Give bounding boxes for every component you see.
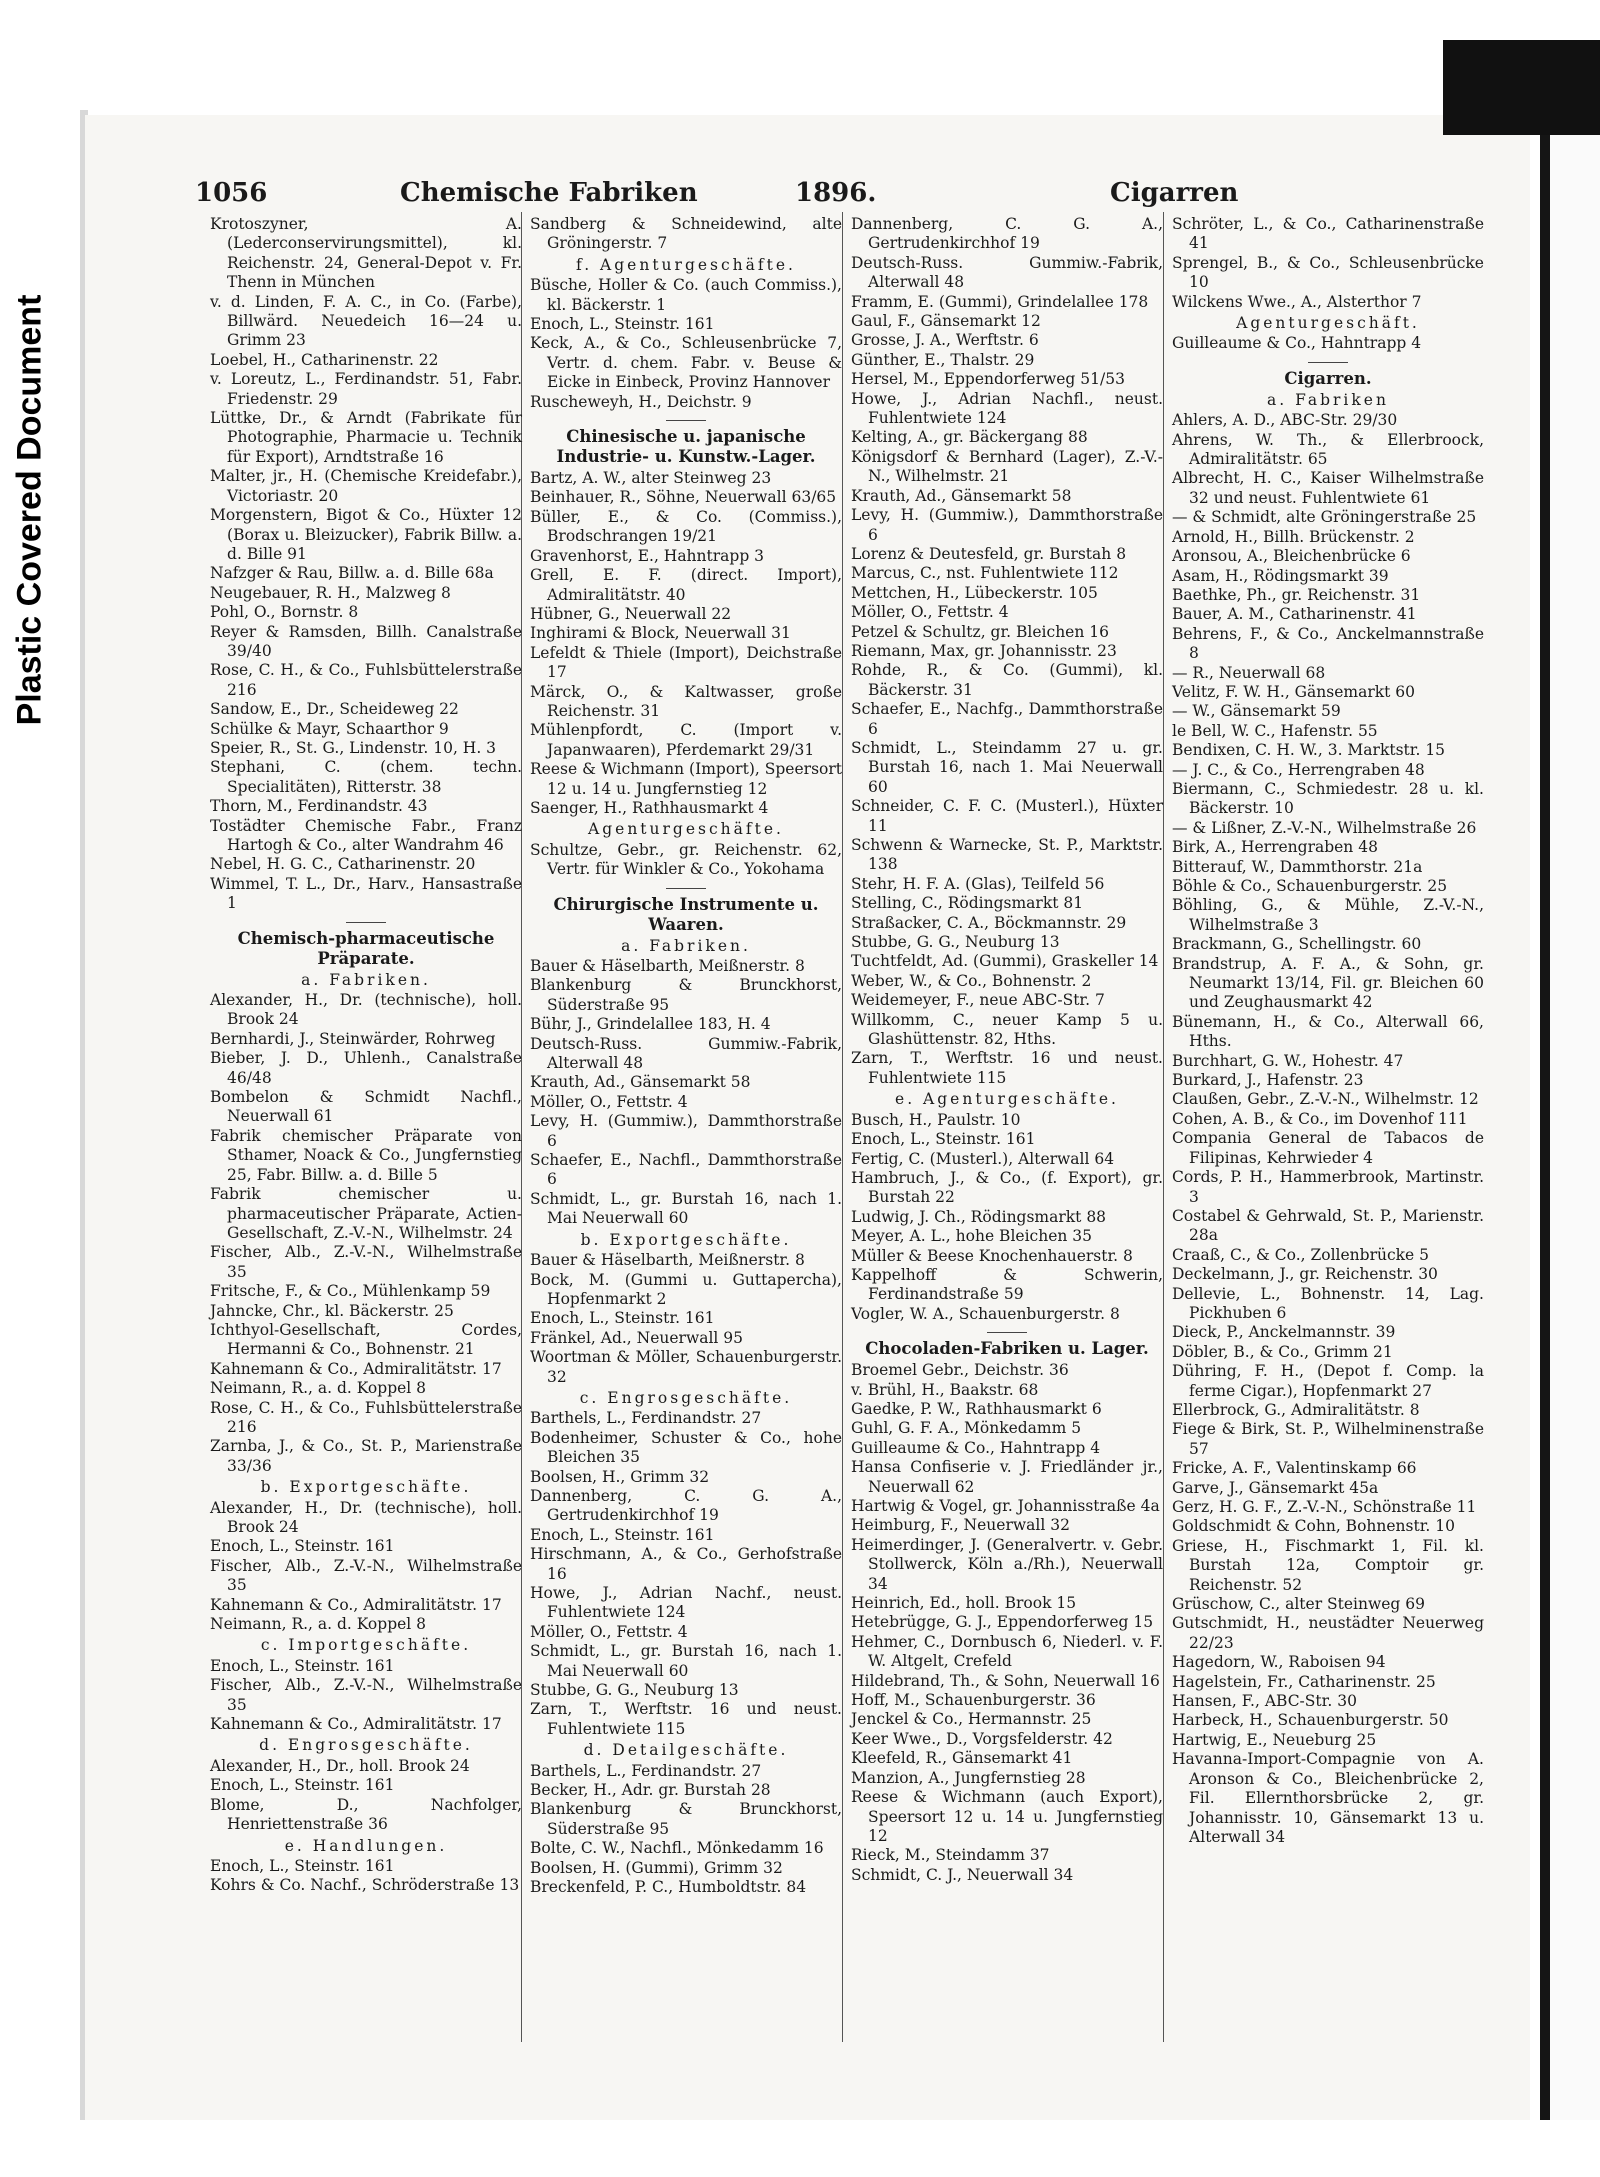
directory-entry: Guilleaume & Co., Hahntrapp 4: [1172, 334, 1422, 353]
directory-entry: Guilleaume & Co., Hahntrapp 4: [851, 1438, 1101, 1457]
directory-entry: Dieck, P., Anckelmannstr. 39: [1172, 1323, 1396, 1342]
scan-background: [1443, 40, 1600, 135]
directory-entry: Grosse, J. A., Werftstr. 6: [851, 331, 1039, 350]
directory-entry: Blankenburg & Brunckhorst, Süderstraße 95: [530, 1800, 842, 1838]
directory-entry: Fischer, Alb., Z.-V.-N., Wilhelmstraße 35: [210, 1243, 522, 1281]
directory-entry: Brandstrup, A. F. A., & Sohn, gr. Neumarkt 13/14, Fil. gr. Bleichen 60 und Zeughausmarkt 42: [1172, 954, 1484, 1012]
directory-entry: Havanna-Import-Compagnie von A. Aronson & Co., Bleichenbrücke 2, Fil. Ellernthorsbrücke 2, gr. Johannisstr. 10, Gänsemarkt 13 u. Alterwall 34: [1172, 1750, 1484, 1846]
directory-entry: Alexander, H., Dr. (technische), holl. Brook 24: [210, 1498, 522, 1536]
directory-entry: — J. C., & Co., Herrengraben 48: [1172, 760, 1425, 779]
directory-entry: Mettchen, H., Lübeckerstr. 105: [851, 583, 1098, 602]
directory-entry: Aronsou, A., Bleichenbrücke 6: [1172, 547, 1411, 566]
directory-entry: Rohde, R., & Co. (Gummi), kl. Bäckerstr. 31: [851, 661, 1163, 699]
directory-entry: Neimann, R., a. d. Koppel 8: [210, 1615, 427, 1634]
directory-entry: Stubbe, G. G., Neuburg 13: [851, 933, 1060, 952]
directory-entry: Ahlers, A. D., ABC-Str. 29/30: [1172, 411, 1398, 430]
directory-entry: Enoch, L., Steinstr. 161: [530, 1525, 715, 1544]
directory-entry: Loebel, H., Catharinenstr. 22: [210, 350, 439, 369]
directory-entry: Blome, D., Nachfolger, Henriettenstraße 36: [210, 1795, 522, 1834]
directory-entry: Wilckens Wwe., A., Alsterthor 7: [1172, 292, 1422, 311]
directory-entry: Döbler, B., & Co., Grimm 21: [1172, 1342, 1393, 1361]
directory-entry: Weidemeyer, F., neue ABC-Str. 7: [851, 991, 1105, 1010]
directory-entry: Enoch, L., Steinstr. 161: [210, 1776, 395, 1795]
directory-entry: Deutsch-Russ. Gummiw.-Fabrik, Alterwall 48: [851, 253, 1163, 292]
directory-entry: Dühring, F. H., (Depot f. Comp. la ferme Cigar.), Hopfenmarkt 27: [1172, 1362, 1484, 1400]
column-rule: [1163, 212, 1164, 2042]
directory-entry: Pohl, O., Bornstr. 8: [210, 603, 359, 622]
directory-entry: Boolsen, H., Grimm 32: [530, 1467, 710, 1486]
directory-entry: Brackmann, G., Schellingstr. 60: [1172, 935, 1422, 954]
directory-entry: Günther, E., Thalstr. 29: [851, 350, 1035, 369]
directory-entry: Saenger, H., Rathhausmarkt 4: [530, 798, 769, 817]
directory-entry: Fricke, A. F., Valentinskamp 66: [1172, 1459, 1417, 1478]
directory-entry: Bieber, J. D., Uhlenh., Canalstraße 46/48: [210, 1049, 522, 1087]
directory-entry: Jenckel & Co., Hermannstr. 25: [851, 1710, 1092, 1729]
directory-entry: Beinhauer, R., Söhne, Neuerwall 63/65: [530, 488, 837, 507]
directory-entry: Reese & Wichmann (Import), Speersort 12 u. 14 u. Jungfernstieg 12: [530, 760, 842, 798]
sidebar-label: [0, 0, 60, 2177]
directory-entry: Ruscheweyh, H., Deichstr. 9: [530, 392, 752, 411]
directory-entry: Büller, E., & Co. (Commiss.), Brodschrangen 19/21: [530, 507, 842, 546]
directory-entry: Wimmel, T. L., Dr., Harv., Hansastraße 1: [210, 874, 522, 913]
directory-entry: Kelting, A., gr. Bäckergang 88: [851, 428, 1088, 447]
directory-entry: Stubbe, G. G., Neuburg 13: [530, 1681, 739, 1700]
directory-entry: Lorenz & Deutesfeld, gr. Burstah 8: [851, 544, 1127, 563]
directory-entry: Fischer, Alb., Z.-V.-N., Wilhelmstraße 35: [210, 1556, 522, 1595]
directory-entry: — R., Neuerwall 68: [1172, 663, 1326, 682]
directory-entry: Bombelon & Schmidt Nachfl., Neuerwall 61: [210, 1088, 522, 1126]
directory-entry: Heimerdinger, J. (Generalvertr. v. Gebr. Stollwerck, Köln a./Rh.), Neuerwall 34: [851, 1535, 1163, 1593]
directory-entry: Ichthyol-Gesellschaft, Cordes, Hermanni & Co., Bohnenstr. 21: [210, 1320, 522, 1359]
directory-entry: Behrens, F., & Co., Anckelmannstraße 8: [1172, 624, 1484, 663]
directory-entry: Dannenberg, C. G. A., Gertrudenkirchhof 19: [530, 1486, 842, 1525]
directory-entry: Barthels, L., Ferdinandstr. 27: [530, 1409, 762, 1428]
directory-entry: Woortman & Möller, Schauenburgerstr. 32: [530, 1348, 842, 1386]
directory-entry: Hübner, G., Neuerwall 22: [530, 604, 732, 623]
directory-entry: Bolte, C. W., Nachfl., Mönkedamm 16: [530, 1839, 824, 1858]
directory-entry: Böhling, G., & Mühle, Z.-V.-N., Wilhelmstraße 3: [1172, 896, 1484, 934]
directory-entry: Krauth, Ad., Gänsemarkt 58: [851, 486, 1072, 505]
directory-entry: Barthels, L., Ferdinandstr. 27: [530, 1761, 762, 1780]
directory-entry: Alexander, H., Dr., holl. Brook 24: [210, 1756, 470, 1775]
section-divider: [987, 1332, 1027, 1333]
directory-entry: Hartwig, E., Neueburg 25: [1172, 1730, 1377, 1749]
directory-entry: Gerz, H. G. F., Z.-V.-N., Schönstraße 11: [1172, 1498, 1477, 1516]
directory-entry: Bodenheimer, Schuster & Co., hohe Bleichen 35: [530, 1428, 842, 1467]
directory-entry: Bock, M. (Gummi u. Guttapercha), Hopfenmarkt 2: [530, 1270, 842, 1308]
subsection-heading: d. Engrosgeschäfte.: [259, 1736, 473, 1755]
directory-entry: Bartz, A. W., alter Steinweg 23: [530, 469, 772, 488]
directory-entry: Alexander, H., Dr. (technische), holl. Brook 24: [210, 991, 522, 1029]
section-divider: [666, 888, 706, 889]
directory-entry: Marcus, C., nst. Fuhlentwiete 112: [851, 564, 1119, 583]
directory-entry: Fischer, Alb., Z.-V.-N., Wilhelmstraße 35: [210, 1676, 522, 1714]
sidebar-label-text: Plastic Covered Document: [10, 294, 49, 726]
directory-entry: Gaedke, P. W., Rathhausmarkt 6: [851, 1399, 1102, 1418]
directory-entry: Bauer & Häselbarth, Meißnerstr. 8: [530, 1251, 805, 1270]
directory-entry: Gravenhorst, E., Hahntrapp 3: [530, 546, 765, 565]
directory-entry: Meyer, A. L., hohe Bleichen 35: [851, 1227, 1092, 1246]
subsection-heading: b. Exportgeschäfte.: [260, 1478, 472, 1497]
directory-entry: Jahncke, Chr., kl. Bäckerstr. 25: [210, 1301, 454, 1320]
directory-entry: Rieck, M., Steindamm 37: [851, 1846, 1050, 1865]
directory-entry: Becker, H., Adr. gr. Burstah 28: [530, 1781, 771, 1800]
directory-entry: Craaß, C., & Co., Zollenbrücke 5: [1172, 1245, 1429, 1264]
directory-entry: Neugebauer, R. H., Malzweg 8: [210, 583, 451, 602]
directory-entry: Stehr, H. F. A. (Glas), Teilfeld 56: [851, 874, 1105, 893]
directory-entry: Hagelstein, Fr., Catharinenstr. 25: [1172, 1672, 1436, 1691]
subsection-heading: e. Agenturgeschäfte.: [895, 1090, 1119, 1109]
directory-entry: Müller & Beese Knochenhauerstr. 8: [851, 1246, 1133, 1265]
directory-entry: Neimann, R., a. d. Koppel 8: [210, 1379, 427, 1398]
directory-entry: Grell, E. F. (direct. Import), Admiralitätstr. 40: [530, 566, 842, 604]
subsection-heading: d. Detailgeschäfte.: [583, 1741, 789, 1760]
page-number: 1056: [195, 178, 268, 208]
directory-entry: Deutsch-Russ. Gummiw.-Fabrik, Alterwall 48: [530, 1034, 842, 1073]
directory-entry: Cords, P. H., Hammerbrook, Martinstr. 3: [1172, 1168, 1484, 1206]
directory-entry: Bitterauf, W., Dammthorstr. 21a: [1172, 857, 1423, 876]
directory-entry: Hansen, F., ABC-Str. 30: [1172, 1692, 1357, 1711]
directory-entry: Hagedorn, W., Raboisen 94: [1172, 1653, 1386, 1672]
directory-entry: Bendixen, C. H. W., 3. Marktstr. 15: [1172, 741, 1446, 760]
directory-entry: Königsdorf & Bernhard (Lager), Z.-V.-N., Wilhelmstr. 21: [851, 447, 1163, 486]
directory-entry: Hansa Confiserie v. J. Friedländer jr., Neuerwall 62: [851, 1458, 1163, 1496]
directory-entry: Rose, C. H., & Co., Fuhlsbüttelerstraße 216: [210, 1398, 522, 1436]
directory-entry: Goldschmidt & Cohn, Bohnenstr. 10: [1172, 1517, 1455, 1536]
directory-entry: Birk, A., Herrengraben 48: [1172, 838, 1378, 857]
directory-entry: Burkard, J., Hafenstr. 23: [1172, 1071, 1364, 1090]
directory-entry: Hirschmann, A., & Co., Gerhofstraße 16: [530, 1545, 842, 1583]
directory-entry: Willkomm, C., neuer Kamp 5 u. Glashüttenstr. 82, Hths.: [851, 1010, 1163, 1049]
directory-entry: Krotoszyner, A. (Lederconservirungsmittel), kl. Reichenstr. 24, General-Depot v. Fr. Thenn in München: [210, 215, 522, 292]
directory-entry: Bünemann, H., & Co., Alterwall 66, Hths.: [1172, 1012, 1484, 1051]
directory-entry: Biermann, C., Schmiedestr. 28 u. kl. Bäckerstr. 10: [1172, 779, 1484, 818]
directory-entry: Arnold, H., Billh. Brückenstr. 2: [1172, 527, 1415, 546]
directory-entry: — & Schmidt, alte Gröningerstraße 25: [1172, 508, 1477, 527]
directory-entry: Schaefer, E., Nachfg., Dammthorstraße 6: [851, 700, 1163, 738]
directory-entry: Hoff, M., Schauenburgerstr. 36: [851, 1691, 1096, 1710]
directory-entry: Kleefeld, R., Gänsemarkt 41: [851, 1749, 1073, 1768]
directory-entry: Fabrik chemischer u. pharmaceutischer Präparate, Actien-Gesellschaft, Z.-V.-N., Wilhelmstr. 24: [210, 1185, 522, 1242]
directory-entry: Framm, E. (Gummi), Grindelallee 178: [851, 292, 1149, 311]
directory-entry: Lüttke, Dr., & Arndt (Fabrikate für Photographie, Pharmacie u. Technik für Export), Arndtstraße 16: [210, 409, 522, 466]
directory-entry: Griese, H., Fischmarkt 1, Fil. kl. Burstah 12a, Comptoir gr. Reichenstr. 52: [1172, 1536, 1484, 1594]
directory-entry: Breckenfeld, P. C., Humboldtstr. 84: [530, 1878, 807, 1897]
directory-entry: Morgenstern, Bigot & Co., Hüxter 12 (Borax u. Bleizucker), Fabrik Billw. a. d. Bille 91: [210, 506, 522, 563]
subsection-heading: f. Agenturgeschäfte.: [576, 255, 796, 274]
directory-entry: Lefeldt & Thiele (Import), Deichstraße 17: [530, 643, 842, 682]
directory-entry: Schmidt, C. J., Neuerwall 34: [851, 1865, 1074, 1884]
directory-entry: Möller, O., Fettstr. 4: [530, 1092, 688, 1111]
directory-entry: Reese & Wichmann (auch Export), Speersort 12 u. 14 u. Jungfernstieg 12: [851, 1788, 1163, 1845]
section-heading: Chirurgische Instrumente u. Waaren.: [553, 894, 819, 934]
section-divider: [346, 922, 386, 923]
directory-entry: Enoch, L., Steinstr. 161: [210, 1656, 395, 1675]
directory-entry: Sandberg & Schneidewind, alte Gröningerstr. 7: [530, 215, 842, 253]
directory-entry: v. Brühl, H., Baakstr. 68: [851, 1380, 1039, 1399]
directory-entry: Kahnemann & Co., Admiralitätstr. 17: [210, 1715, 502, 1734]
directory-entry: Burchhart, G. W., Hohestr. 47: [1172, 1051, 1404, 1070]
directory-entry: Gutschmidt, H., neustädter Neuerweg 22/23: [1172, 1614, 1484, 1652]
directory-entry: Möller, O., Fettstr. 4: [851, 603, 1009, 622]
directory-entry: Hartwig & Vogel, gr. Johannisstraße 4a: [851, 1497, 1160, 1515]
directory-column-4: [1172, 215, 1484, 1847]
directory-entry: Fabrik chemischer Präparate von Sthamer, Noack & Co., Jungfernstieg 25, Fabr. Billw. a. d. Bille 5: [210, 1126, 522, 1184]
subsection-heading: a. Fabriken: [1267, 390, 1389, 409]
directory-entry: Howe, J., Adrian Nachfl., neust. Fuhlentwiete 124: [851, 389, 1163, 428]
directory-entry: Compania General de Tabacos de Filipinas, Kehrwieder 4: [1172, 1129, 1484, 1167]
directory-entry: le Bell, W. C., Hafenstr. 55: [1172, 721, 1378, 740]
directory-entry: Heimburg, F., Neuerwall 32: [851, 1516, 1070, 1535]
next-page-edge: [1540, 135, 1600, 2120]
directory-entry: Dannenberg, C. G. A., Gertrudenkirchhof 19: [851, 215, 1163, 253]
directory-entry: Bauer, A. M., Catharinenstr. 41: [1172, 605, 1417, 624]
directory-entry: Nafzger & Rau, Billw. a. d. Bille 68a: [210, 564, 494, 583]
directory-column-2: [530, 215, 842, 1898]
directory-entry: — W., Gänsemarkt 59: [1172, 702, 1341, 721]
directory-entry: Stelling, C., Rödingsmarkt 81: [851, 894, 1084, 913]
directory-entry: Keer Wwe., D., Vorgsfelderstr. 42: [851, 1729, 1113, 1748]
directory-entry: Deckelmann, J., gr. Reichenstr. 30: [1172, 1265, 1438, 1284]
directory-entry: Baethke, Ph., gr. Reichenstr. 31: [1172, 585, 1421, 604]
directory-entry: Schneider, C. F. C. (Musterl.), Hüxter 11: [851, 797, 1163, 835]
directory-entry: Tostädter Chemische Fabr., Franz Hartogh & Co., alter Wandrahm 46: [210, 816, 522, 854]
directory-entry: Howe, J., Adrian Nachf., neust. Fuhlentwiete 124: [530, 1584, 842, 1622]
directory-entry: Kahnemann & Co., Admiralitätstr. 17: [210, 1595, 502, 1614]
subsection-heading: a. Fabriken.: [621, 936, 751, 955]
section-divider: [1308, 362, 1348, 363]
directory-entry: Costabel & Gehrwald, St. P., Marienstr. 28a: [1172, 1206, 1484, 1245]
directory-entry: Ludwig, J. Ch., Rödingsmarkt 88: [851, 1207, 1107, 1226]
directory-entry: Speier, R., St. G., Lindenstr. 10, H. 3: [210, 738, 497, 757]
directory-entry: Fränkel, Ad., Neuerwall 95: [530, 1328, 744, 1347]
directory-entry: Straßacker, C. A., Böckmannstr. 29: [851, 913, 1127, 932]
directory-entry: Krauth, Ad., Gänsemarkt 58: [530, 1073, 751, 1092]
directory-entry: Bauer & Häselbarth, Meißnerstr. 8: [530, 957, 805, 975]
directory-entry: Weber, W., & Co., Bohnenstr. 2: [851, 971, 1092, 990]
directory-entry: Fiege & Birk, St. P., Wilhelminenstraße 57: [1172, 1420, 1484, 1458]
directory-entry: Büsche, Holler & Co. (auch Commiss.), kl. Bäckerstr. 1: [530, 276, 842, 314]
directory-entry: Schröter, L., & Co., Catharinenstraße 41: [1172, 215, 1484, 253]
directory-entry: Enoch, L., Steinstr. 161: [851, 1130, 1036, 1149]
directory-entry: Zarnba, J., & Co., St. P., Marienstraße 33/36: [210, 1437, 522, 1475]
directory-entry: Heinrich, Ed., holl. Brook 15: [851, 1594, 1077, 1613]
directory-entry: — & Lißner, Z.-V.-N., Wilhelmstraße 26: [1172, 818, 1477, 837]
directory-entry: Stephani, C. (chem. techn. Specialitäten), Ritterstr. 38: [210, 758, 522, 796]
directory-entry: Ahrens, W. Th., & Ellerbroock, Admiralitätstr. 65: [1172, 430, 1484, 469]
directory-entry: Schmidt, L., gr. Burstah 16, nach 1. Mai Neuerwall 60: [530, 1189, 842, 1228]
directory-entry: Levy, H. (Gummiw.), Dammthorstraße 6: [530, 1112, 842, 1150]
directory-entry: Böhle & Co., Schauenburgerstr. 25: [1172, 877, 1448, 895]
directory-entry: v. Loreutz, L., Ferdinandstr. 51, Fabr. Friedenstr. 29: [210, 370, 522, 408]
directory-entry: Nebel, H. G. C., Catharinenstr. 20: [210, 855, 476, 874]
subsection-heading: a. Fabriken.: [301, 970, 431, 989]
directory-entry: Boolsen, H. (Gummi), Grimm 32: [530, 1858, 783, 1877]
directory-entry: Kappelhoff & Schwerin, Ferdinandstraße 59: [851, 1265, 1163, 1304]
directory-entry: Möller, O., Fettstr. 4: [530, 1622, 688, 1641]
section-heading: Chinesische u. japanische Industrie- u. Kunstw.-Lager.: [556, 427, 816, 467]
directory-entry: v. d. Linden, F. A. C., in Co. (Farbe), Billwärd. Neuedeich 16—24 u. Grimm 23: [210, 292, 522, 350]
directory-entry: Velitz, F. W. H., Gänsemarkt 60: [1172, 682, 1416, 701]
directory-entry: Enoch, L., Steinstr. 161: [210, 1537, 395, 1556]
directory-entry: Claußen, Gebr., Z.-V.-N., Wilhelmstr. 12: [1172, 1090, 1479, 1109]
directory-entry: Zarn, T., Werftstr. 16 und neust. Fuhlentwiete 115: [851, 1049, 1163, 1087]
directory-entry: Schmidt, L., gr. Burstah 16, nach 1. Mai Neuerwall 60: [530, 1642, 842, 1680]
directory-entry: Busch, H., Paulstr. 10: [851, 1110, 1021, 1129]
subsection-heading: b. Exportgeschäfte.: [580, 1230, 792, 1249]
directory-entry: Hetebrügge, G. J., Eppendorferweg 15: [851, 1613, 1154, 1632]
directory-entry: Manzion, A., Jungfernstieg 28: [851, 1768, 1086, 1787]
section-divider: [666, 420, 706, 421]
directory-entry: Albrecht, H. C., Kaiser Wilhelmstraße 32 und neust. Fuhlentwiete 61: [1172, 469, 1484, 507]
directory-entry: Enoch, L., Steinstr. 161: [530, 1309, 715, 1328]
column-rule: [842, 212, 843, 2042]
directory-entry: Gaul, F., Gänsemarkt 12: [851, 312, 1041, 331]
section-heading: Chemisch-pharmaceutische Präparate.: [237, 928, 495, 968]
directory-entry: Grüschow, C., alter Steinweg 69: [1172, 1595, 1426, 1614]
directory-entry: Asam, H., Rödingsmarkt 39: [1172, 566, 1389, 585]
directory-entry: Keck, A., & Co., Schleusenbrücke 7, Vertr. d. chem. Fabr. v. Beuse & Eicke in Einbeck, Provinz Hannover: [530, 334, 842, 392]
directory-entry: Schwenn & Warnecke, St. P., Marktstr. 138: [851, 836, 1163, 874]
directory-entry: Bühr, J., Grindelallee 183, H. 4: [530, 1015, 771, 1034]
directory-entry: Fritsche, F., & Co., Mühlenkamp 59: [210, 1282, 491, 1301]
running-head-left: Chemische Fabriken: [400, 178, 698, 208]
directory-entry: Kohrs & Co. Nachf., Schröderstraße 13: [210, 1876, 520, 1895]
directory-entry: Fertig, C. (Musterl.), Alterwall 64: [851, 1149, 1115, 1168]
running-head-right: Cigarren: [1110, 178, 1239, 208]
subsection-heading: Agenturgeschäft.: [1236, 314, 1420, 333]
directory-entry: Schülke & Mayr, Schaarthor 9: [210, 719, 449, 738]
directory-entry: Hambruch, J., & Co., (f. Export), gr. Burstah 22: [851, 1168, 1163, 1207]
directory-entry: Enoch, L., Steinstr. 161: [530, 315, 715, 334]
directory-entry: Blankenburg & Brunckhorst, Süderstraße 95: [530, 976, 842, 1014]
directory-column-1: [210, 215, 522, 1896]
directory-entry: Sprengel, B., & Co., Schleusenbrücke 10: [1172, 253, 1484, 292]
directory-entry: Hehmer, C., Dornbusch 6, Niederl. v. F. W. Altgelt, Crefeld: [851, 1632, 1163, 1671]
directory-entry: Hersel, M., Eppendorferweg 51/53: [851, 370, 1125, 389]
subsection-heading: Agenturgeschäfte.: [588, 820, 784, 839]
subsection-heading: c. Importgeschäfte.: [260, 1636, 472, 1655]
directory-entry: Guhl, G. F. A., Mönkedamm 5: [851, 1419, 1082, 1438]
directory-entry: Schaefer, E., Nachfl., Dammthorstraße 6: [530, 1151, 842, 1189]
subsection-heading: c. Engrosgeschäfte.: [579, 1388, 793, 1407]
directory-entry: Levy, H. (Gummiw.), Dammthorstraße 6: [851, 506, 1163, 544]
section-heading: Chocoladen-Fabriken u. Lager.: [865, 1339, 1149, 1359]
subsection-heading: e. Handlungen.: [284, 1836, 448, 1855]
directory-entry: Kahnemann & Co., Admiralitätstr. 17: [210, 1359, 502, 1378]
directory-column-3: [851, 215, 1163, 1885]
directory-entry: Reyer & Ramsden, Billh. Canalstraße 39/40: [210, 622, 522, 660]
directory-entry: Cohen, A. B., & Co., im Dovenhof 111: [1172, 1109, 1468, 1128]
directory-entry: Dellevie, L., Bohnenstr. 14, Lag. Pickhuben 6: [1172, 1284, 1484, 1322]
directory-entry: Zarn, T., Werftstr. 16 und neust. Fuhlentwiete 115: [530, 1700, 842, 1738]
directory-entry: Garve, J., Gänsemarkt 45a: [1172, 1478, 1379, 1497]
directory-entry: Petzel & Schultz, gr. Bleichen 16: [851, 622, 1109, 641]
running-head-year: 1896.: [795, 178, 877, 208]
directory-entry: Tuchtfeldt, Ad. (Gummi), Graskeller 14: [851, 952, 1159, 971]
directory-entry: Ellerbrock, G., Admiralitätstr. 8: [1172, 1400, 1420, 1419]
directory-entry: Märck, O., & Kaltwasser, große Reichenstr. 31: [530, 682, 842, 720]
directory-entry: Vogler, W. A., Schauenburgerstr. 8: [851, 1304, 1120, 1323]
directory-entry: Broemel Gebr., Deichstr. 36: [851, 1361, 1069, 1380]
directory-entry: Mühlenpfordt, C. (Import v. Japanwaaren), Pferdemarkt 29/31: [530, 721, 842, 759]
directory-entry: Malter, jr., H. (Chemische Kreidefabr.), Victoriastr. 20: [210, 467, 522, 505]
directory-entry: Harbeck, H., Schauenburgerstr. 50: [1172, 1711, 1449, 1730]
directory-entry: Bernhardi, J., Steinwärder, Rohrweg: [210, 1029, 496, 1048]
directory-entry: Schultze, Gebr., gr. Reichenstr. 62, Vertr. für Winkler & Co., Yokohama: [530, 840, 842, 879]
directory-entry: Schmidt, L., Steindamm 27 u. gr. Burstah 16, nach 1. Mai Neuerwall 60: [851, 738, 1163, 796]
directory-entry: Sandow, E., Dr., Scheideweg 22: [210, 700, 459, 719]
directory-entry: Hildebrand, Th., & Sohn, Neuerwall 16: [851, 1671, 1160, 1690]
directory-entry: Thorn, M., Ferdinandstr. 43: [210, 797, 428, 816]
directory-entry: Inghirami & Block, Neuerwall 31: [530, 624, 791, 643]
directory-entry: Riemann, Max, gr. Johannisstr. 23: [851, 641, 1117, 660]
directory-entry: Rose, C. H., & Co., Fuhlsbüttelerstraße 216: [210, 661, 522, 699]
section-heading: Cigarren.: [1284, 368, 1372, 388]
directory-entry: Enoch, L., Steinstr. 161: [210, 1856, 395, 1875]
